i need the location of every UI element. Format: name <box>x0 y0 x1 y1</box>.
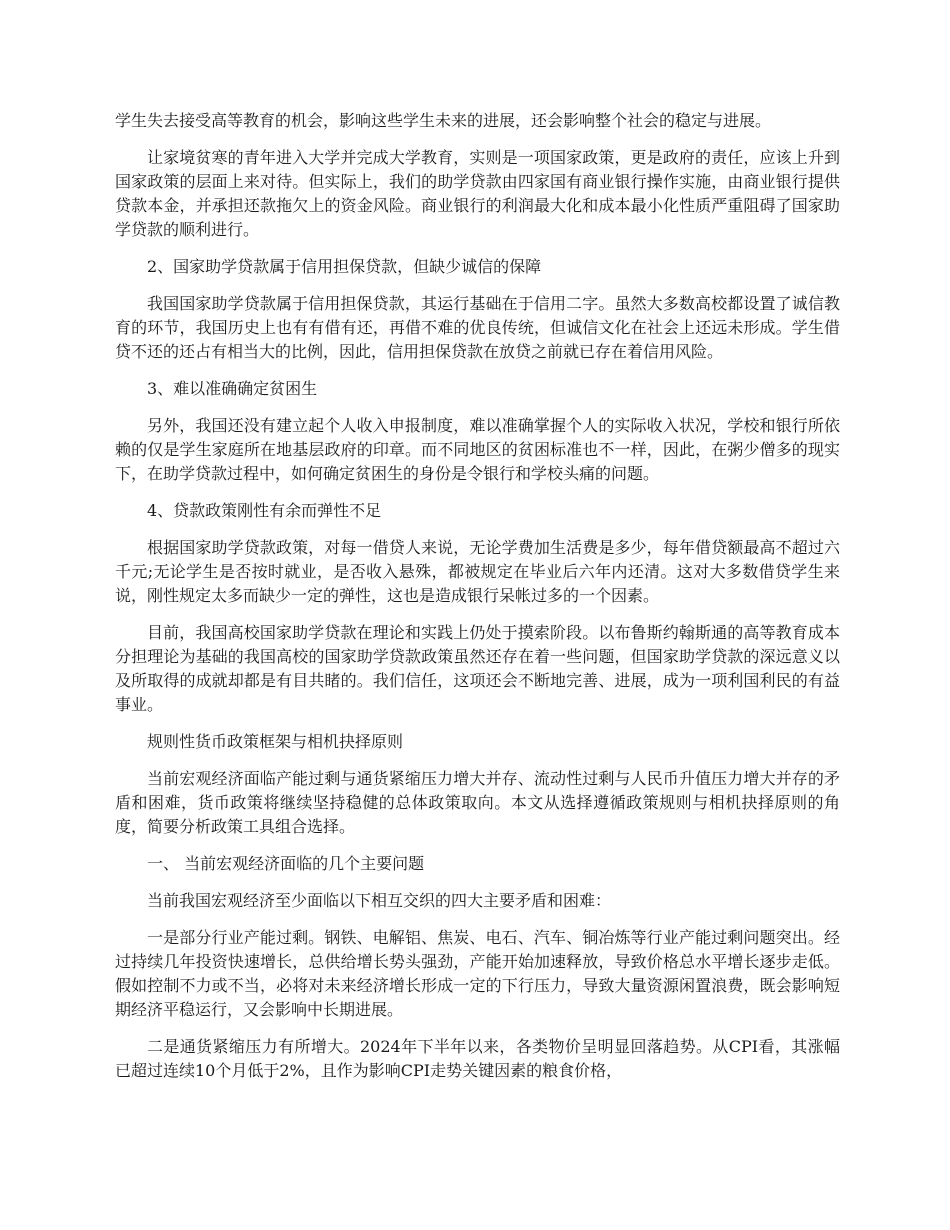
paragraph-overcapacity: 一是部分行业产能过剩。钢铁、电解铝、焦炭、电石、汽车、铜冶炼等行业产能过剩问题突出。经过持续几年投资快速增长，总供给增长势头强劲，产能开始加速释放，导致价格总水平增长逐步走低。假如控制不力或不当，必将对未来经济增长形成一定的下行压力，导致大量资源闲置浪费，既会影响短期经济平稳运行，又会影响中长期进展。 <box>115 928 840 1019</box>
paragraph-income-reporting: 另外，我国还没有建立起个人收入申报制度，难以准确掌握个人的实际收入状况，学校和银行所依赖的仅是学生家庭所在地基层政府的印章。而不同地区的贫困标准也不一样，因此，在粥少僧多的现实下，在助学贷款过程中，如何确定贫困生的身份是令银行和学校头痛的问题。 <box>115 416 840 483</box>
paragraph-national-policy: 让家境贫寒的青年进入大学并完成大学教育，实则是一项国家政策，更是政府的责任，应该上升到国家政策的层面上来对待。但实际上，我们的助学贷款由四家国有商业银行操作实施，由商业银行提供贷款本金，并承担还款拖欠上的资金风险。商业银行的利润最大化和成本最小化性质严重阻碍了国家助学贷款的顺利进行。 <box>115 148 840 239</box>
paragraph-abstract: 当前宏观经济面临产能过剩与通货紧缩压力增大并存、流动性过剩与人民币升值压力增大并存的矛盾和困难，货币政策将继续坚持稳健的总体政策取向。本文从选择遵循政策规则与相机抉择原则的角度，简要分析政策工具组合选择。 <box>115 769 840 836</box>
paragraph-deflation: 二是通货紧缩压力有所增大。2024年下半年以来，各类物价呈明显回落趋势。从CPI看，其涨幅已超过连续10个月低于2%，且作为影响CPI走势关键因素的粮食价格， <box>115 1037 840 1080</box>
paragraph-continued: 学生失去接受高等教育的机会，影响这些学生未来的进展，还会影响整个社会的稳定与进展。 <box>115 111 772 130</box>
section-heading-policy-rigidity: 4、贷款政策刚性有余而弹性不足 <box>147 501 382 520</box>
paragraph-credit-risk: 我国国家助学贷款属于信用担保贷款，其运行基础在于信用二字。虽然大多数高校都设置了诚信教育的环节，我国历史上也有有借有还，再借不难的优良传统，但诚信文化在社会上还远未形成。学生借贷不还的还占有相当大的比例，因此，信用担保贷款在放贷之前就已存在着信用风险。 <box>115 294 840 361</box>
paragraph-loan-policy: 根据国家助学贷款政策，对每一借贷人来说，无论学费加生活费是多少，每年借贷额最高不超过六千元;无论学生是否按时就业，是否收入悬殊，都被规定在毕业后六年内还清。这对大多数借贷学生来说，刚性规定太多而缺少一定的弹性，这也是造成银行呆帐过多的一个因素。 <box>115 538 840 605</box>
article-title-monetary-policy: 规则性货币政策框架与相机抉择原则 <box>147 732 404 751</box>
section-heading-credit-guarantee: 2、国家助学贷款属于信用担保贷款，但缺少诚信的保障 <box>147 257 542 276</box>
document-page <box>115 109 840 1096</box>
paragraph-four-problems: 当前我国宏观经济至少面临以下相互交织的四大主要矛盾和困难： <box>147 891 612 910</box>
section-heading-macro-problems: 一、 当前宏观经济面临的几个主要问题 <box>147 854 425 873</box>
section-heading-identify-poor-students: 3、难以准确确定贫困生 <box>147 379 318 398</box>
paragraph-conclusion: 目前，我国高校国家助学贷款在理论和实践上仍处于摸索阶段。以布鲁斯约翰斯通的高等教育成本分担理论为基础的我国高校的国家助学贷款政策虽然还存在着一些问题，但国家助学贷款的深远意义以及所取得的成就却都是有目共睹的。我们信任，这项还会不断地完善、进展，成为一项利国利民的有益事业。 <box>115 623 840 714</box>
